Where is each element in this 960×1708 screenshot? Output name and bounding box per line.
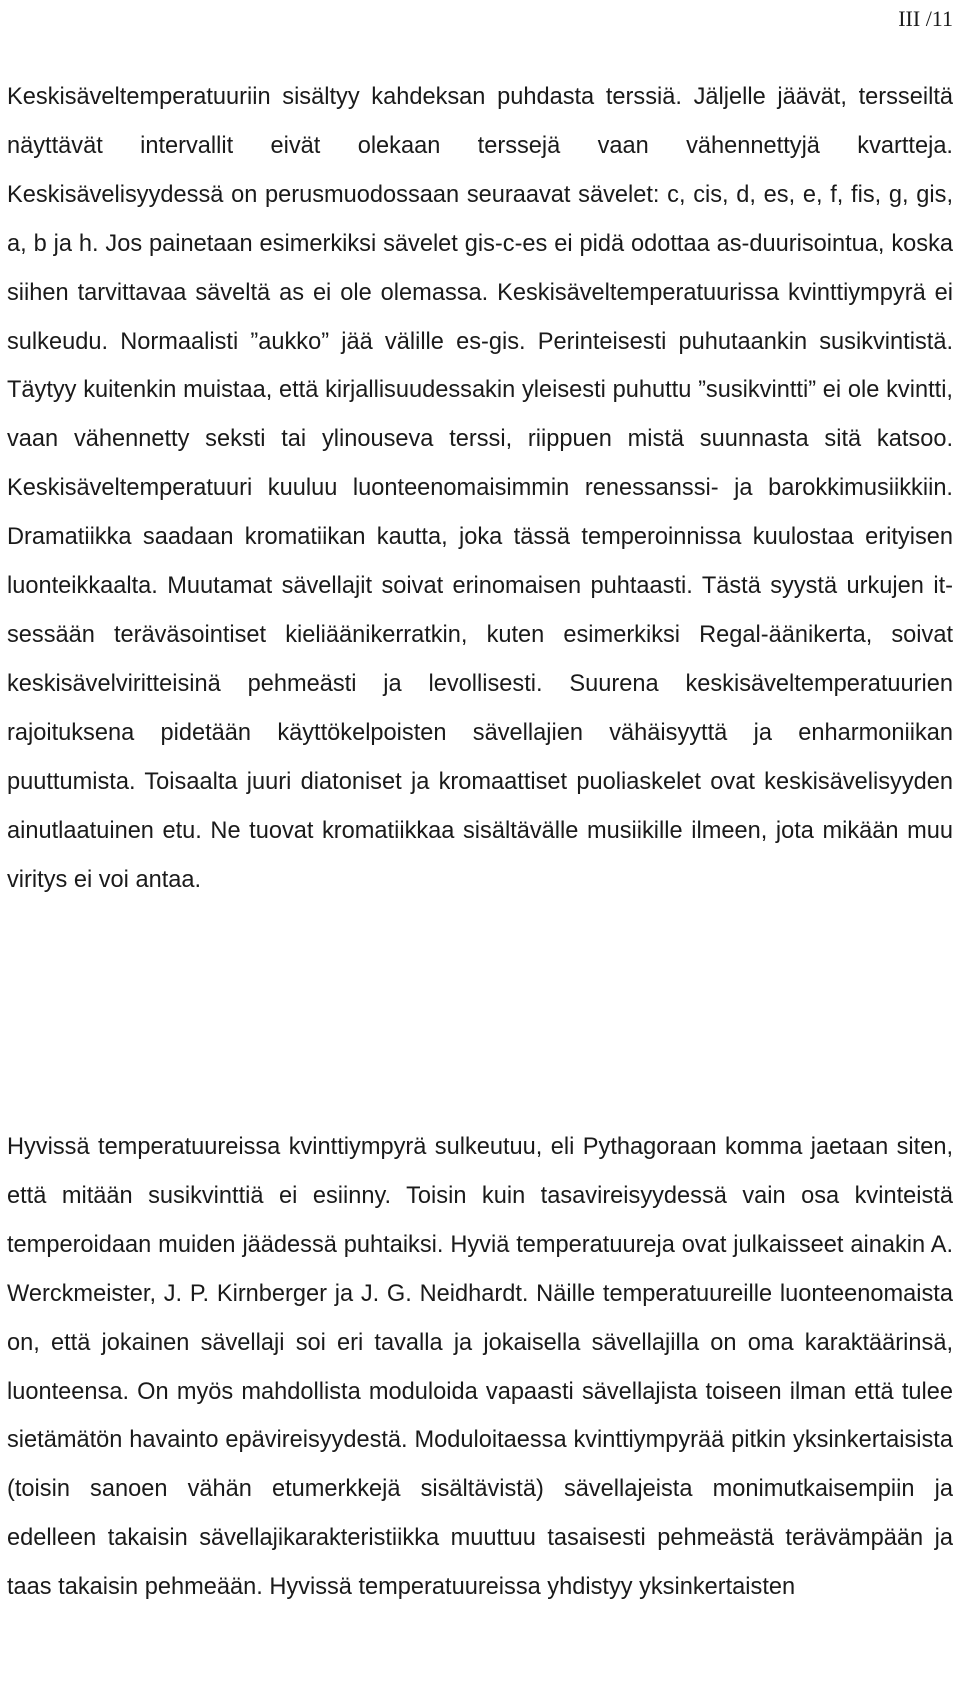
- page-number: III /11: [898, 6, 953, 31]
- body-paragraph-well-temperaments: Hyvissä temperatuureissa kvinttiympyrä sulkeutuu, eli Pythagoraan komma jaetaan siten, että mitään susikvinttiä ei esiinny. Toisin kuin tasavireisyydessä vain osa kvinteistä temperoidaan muiden jäädessä puhtaiksi. Hyviä temperatuureja ovat julkaisseet ainakin A. Werckmeister, J. P. Kirnberger ja J. G. Neidhardt. Näille temperatuureille luonteenomaista on, että jokainen sävellaji soi eri tavalla ja jokaisella sävellajilla on oma karaktäärinsä, luonteensa. On myös mahdollista moduloida vapaasti sävellajista toiseen ilman että tulee sietämätön havainto epävireisyydestä. Moduloitaessa kvinttiympyrää pitkin yksinkertaisista (toisin sanoen vähän etumerkkejä sisältävistä) sävellajeista monimutkaisempiin ja edelleen takaisin sävellajikarakteristiikka muuttuu tasaisesti pehmeästä terävämpään ja taas takaisin pehmeään. Hyvissä temperatuureissa yhdistyy yksinkertaisten: [7, 1134, 953, 1601]
- body-paragraph-mean-tone-temperament: Keskisäveltemperatuuriin sisältyy kahdeksan puhdasta terssiä. Jäljelle jäävät, tersseiltä näyttävät intervallit eivät olekaan terssejä vaan vähennettyjä kvartteja. Keskisävelisyydessä on perusmuodossaan seuraavat sävelet: c, cis, d, es, e, f, fis, g, gis, a, b ja h. Jos painetaan esimerkiksi sävelet gis-c-es ei pidä odottaa as-duurisointua, koska siihen tarvittavaa säveltä as ei ole olemassa. Keskisäveltemperatuurissa kvinttiympyrä ei sulkeudu. Normaalisti ”aukko” jää välille es-gis. Perinteisesti puhutaankin susikvintistä. Täytyy kuitenkin muistaa, että kirjallisuudessakin yleisesti puhuttu ”susikvintti” ei ole kvintti, vaan vähennetty seksti tai ylinouseva terssi, riippuen mistä suunnasta sitä katsoo. Keskisäveltemperatuuri kuuluu luonteenomaisimmin renessanssi- ja barokkimusiikkiin. Dramatiikka saadaan kromatiikan kautta, joka tässä temperoinnissa kuulostaa erityisen luonteikkaalta. Muutamat sävellajit soivat erinomaisen puhtaasti. Tästä syystä urkujen itsessään teräväsointiset kieliäänikerratkin, kuten esimerkiksi Regal-äänikerta, soivat keskisävelviritteisinä pehmeästi ja levollisesti. Suurena keskisäveltemperatuurien rajoituksena pidetään käyttökelpoisten sävellajien vähäisyyttä ja enharmoniikan puuttumista. Toisaalta juuri diatoniset ja kromaattiset puoliaskelet ovat keskisävelisyyden ainutlaatuinen etu. Ne tuovat kromatiikkaa sisältävälle musiikille ilmeen, jota mikään muu viritys ei voi antaa.: [7, 84, 953, 893]
